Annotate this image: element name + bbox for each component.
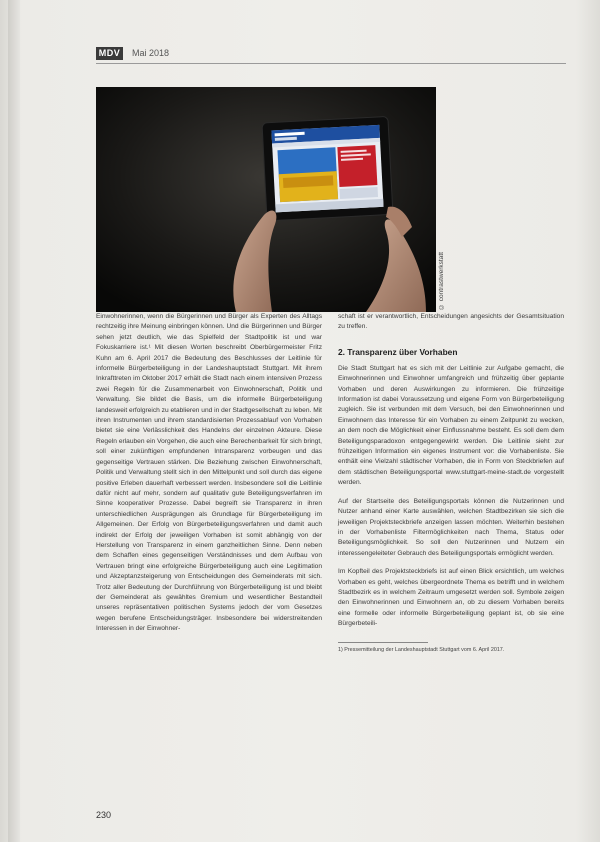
body-paragraph: schaft ist er verantwortlich, Entscheidungen angesichts der Gesamtsituation zu treffen. (338, 313, 564, 331)
left-column (96, 312, 322, 643)
page-number: 230 (96, 810, 112, 820)
photo-credit: © contrastwerkstatt (438, 252, 445, 310)
issue-date: Mai 2018 (132, 48, 170, 58)
footnote-divider (338, 642, 428, 643)
header-divider (96, 63, 566, 64)
body-paragraph: Im Kopfteil des Projektsteckbriefs ist auf einen Blick ersichtlich, um welches Vorhaben es geht, welches übergeordnete Thema es betrifft und in welchem Stadtbezirk es in welchem Zeitraum umgesetzt werden soll. Symbole zeigen den Einwohnerinnen und Einwohnern an, ob zu diesem Vorhaben bereits eine formelle oder informelle Bürgerbeteiligung geplant ist, ob sie eine Bürgerbeteili- (338, 568, 564, 628)
body-paragraph: Die Stadt Stuttgart hat es sich mit der Leitlinie zur Aufgabe gemacht, die Einwohnerinnen und Einwohner umfangreich und frühzeitig über geplante Vorhaben und deren Auswirkungen zu informieren. Die frühzeitige Information ist dabei Voraussetzung und eigene Form von Bürgerbeteiligung zugleich. Sie ist verbunden mit dem Versuch, bei den Einwohnerinnen und Einwohnern das Interesse für ein Vorhaben zu einem Zeitpunkt zu wecken, an dem noch die Möglichkeit einer Einflussnahme besteht. Es soll dem dem Beteiligungsparadoxon entgegengewirkt werden. Die Leitlinie sieht zur frühzeitigen Information ein eigenes Instrument vor: die Vorhabenliste. Sie enthält eine Vielzahl städtischer Vorhaben, die in Form von Steckbriefen auf dem städtischen Beteiligungsportal www.stuttgart-meine-stadt.de vorgestellt werden. (338, 364, 564, 487)
body-paragraph: Auf der Startseite des Beteiligungsportals können die Nutzerinnen und Nutzer anhand einer Karte auswählen, welchen Stadtbezirken sie sich die jeweiligen Projektsteckbriefe anzeigen lassen möchten. Weiterhin bestehen in der Vorhabenliste Filtermöglichkeiten nach Thema, Status oder Beteiligungsmöglichkeit. So soll den Nutzerinnen und Nutzern ein interessengeleiteter Gebrauch des Beteiligungsportals ermöglicht werden. (338, 497, 564, 557)
footnote: 1) Pressemitteilung der Landeshauptstadt Stuttgart vom 6. April 2017. (338, 646, 505, 653)
article-photo (96, 87, 436, 312)
page-gutter (8, 0, 20, 842)
tablet (262, 116, 393, 220)
journal-badge: MDV (96, 47, 123, 60)
page-header (96, 47, 566, 61)
tablet-in-hands-illustration (96, 87, 436, 312)
body-paragraph: Einwohnerinnen, wenn die Bürgerinnen und Bürger als Experten des Alltags rechtzeitig ihre Meinung einbringen können. Und die Bürgerinnen und Bürger sehen jetzt deutlich, wie das Spielfeld der Stadtpolitik ist und war Fokuskarriere ist.¹ Mit diesen Worten beschreibt Oberbürgermeister Fritz Kuhn am 6. April 2017 die Bedeutung des Beschlusses der Leitlinie für informelle Bürgerbeteiligung in der Landeshauptstadt Stuttgart. Mit ihrem Inkrafttreten im Oktober 2017 erhält die Stadt nach einem intensiven Prozess zwei Regeln für die Zusammenarbeit von Einwohnerschaft, Politik und Verwaltung. Sie bildet die Basis, um die informelle Bürgerbeteiligung landesweit erfolgreich zu etablieren und in der Stadtgesellschaft zu leben. Mit ihren Instrumenten und ihrem standardisierten Prozessablauf von Vorhaben bietet sie eine Verlässlichkeit des Handelns der einzelnen Akteure. Diese Regeln erlauben ein Vorgehen, die auch eine Berechenbarkeit für sich bringt, soll einer zukünftigen empfundenen Intransparenz vorbeugen und das gegenseitige Vertrauen stärken. Die Beziehung zwischen Einwohnerschaft, Politik und Verwaltung stellt sich in den Mittelpunkt und soll durch das eigene positive Erleben dauerhaft verbessert werden. Insbesondere soll die Leitlinie dafür nicht auf mehr, sondern auf qualitativ gute Beteiligungsverfahren im Sinne kooperativer Prozesse. Dabei begreift sie Transparenz in ihren unterschiedlichen Ausprägungen als Grundlage für Bürgerbeteiligung im Allgemeinen. Der Erfolg von Bürgerbeteiligungsverfahren und damit auch indirekt der Erfolg der jeweiligen Vorhaben ist somit abhängig von der Herstellung von Transparenz in einem ganzheitlichen Sinne. Denn neben dem Schaffen eines gegenseitigen Verständnisses und dem Aufbau von Vertrauen bringt eine erfolgreiche Bürgerbeteiligung auch eine Legitimation und Akzeptanzsteigerung von Entscheidungen des Gemeinderats mit sich. Trotz aller Bedeutung der Durchführung von Bürgerbeteiligung ist und bleibt der Gemeinderat als gewähltes Gremium und wesentlicher Bestandteil unseres repräsentativen politischen Systems jedoch der vom Gesetzes wegen berufene Entscheidungsträger. Insbesondere bei widerstreitenden Interessen in der Einwohner- (96, 313, 322, 633)
right-column (338, 312, 564, 654)
section-heading: 2. Transparenz über Vorhaben (338, 346, 458, 357)
